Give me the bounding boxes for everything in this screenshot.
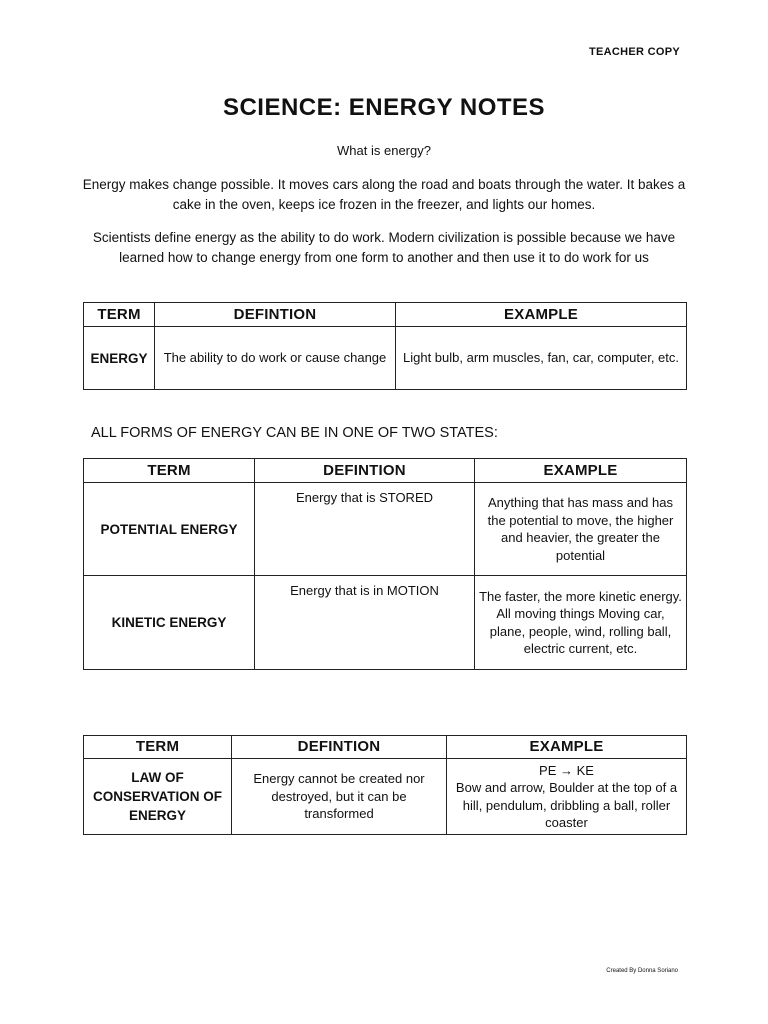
- definition-cell: Energy that is in MOTION: [255, 576, 475, 670]
- teacher-copy-label: TEACHER COPY: [589, 46, 680, 58]
- energy-states-heading: ALL FORMS OF ENERGY CAN BE IN ONE OF TWO STATES:: [91, 425, 498, 441]
- table-row: [84, 576, 687, 670]
- table-header-row: [84, 736, 687, 759]
- header-term: TERM: [84, 303, 155, 327]
- table-row: [84, 327, 687, 390]
- table-header-row: [84, 303, 687, 327]
- example-list: Bow and arrow, Boulder at the top of a hill, pendulum, dribbling a ball, roller coaster: [455, 780, 678, 830]
- header-example: EXAMPLE: [396, 303, 687, 327]
- example-cell: Anything that has mass and has the potential to move, the higher and heavier, the greater the potential: [475, 483, 687, 576]
- table-header-row: [84, 459, 687, 483]
- paragraph-energy-definition: Scientists define energy as the ability to do work. Modern civilization is possible because we have learned how to change energy from one form to another and then use it to do work for us: [92, 230, 676, 265]
- page-title: SCIENCE: ENERGY NOTES: [222, 94, 546, 121]
- definition-cell: Energy cannot be created nor destroyed, but it can be transformed: [232, 759, 447, 835]
- header-example: EXAMPLE: [447, 736, 687, 759]
- energy-question: What is energy?: [337, 143, 431, 158]
- table-row: [84, 759, 687, 835]
- term-cell: POTENTIAL ENERGY: [84, 483, 255, 576]
- paragraph-energy-change: Energy makes change possible. It moves cars along the road and boats through the water. It bakes a cake in the oven, keeps ice frozen in the freezer, and lights our homes.: [82, 177, 686, 212]
- conservation-table: [83, 735, 687, 835]
- example-cell: [447, 759, 687, 835]
- example-energy-transform: PE → KE: [539, 762, 594, 778]
- energy-definition-table: [83, 302, 687, 390]
- energy-states-table: [83, 458, 687, 670]
- term-cell: ENERGY: [84, 327, 155, 390]
- header-term: TERM: [84, 459, 255, 483]
- example-cell: Light bulb, arm muscles, fan, car, computer, etc.: [396, 327, 687, 390]
- header-definition: DEFINTION: [232, 736, 447, 759]
- term-cell: LAW OF CONSERVATION OF ENERGY: [84, 759, 232, 835]
- definition-cell: Energy that is STORED: [255, 483, 475, 576]
- definition-cell: The ability to do work or cause change: [155, 327, 396, 390]
- header-example: EXAMPLE: [475, 459, 687, 483]
- header-definition: DEFINTION: [155, 303, 396, 327]
- header-term: TERM: [84, 736, 232, 759]
- header-definition: DEFINTION: [255, 459, 475, 483]
- author-credit: Created By Donna Soriano: [606, 968, 678, 974]
- term-cell: KINETIC ENERGY: [84, 576, 255, 670]
- example-cell: The faster, the more kinetic energy. All moving things Moving car, plane, people, wind, rolling ball, electric current, etc.: [475, 576, 687, 670]
- table-row: [84, 483, 687, 576]
